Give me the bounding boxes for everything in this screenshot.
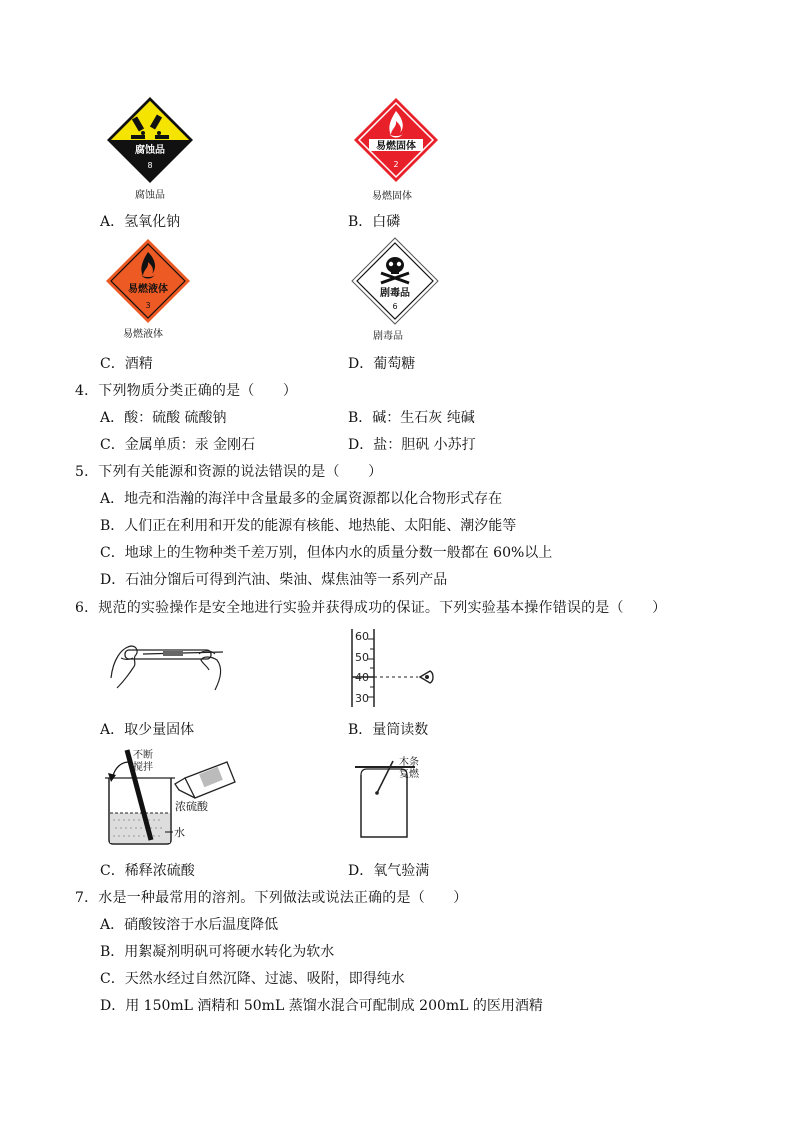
q7-option-b: B．用絮凝剂明矾可将硬水转化为软水: [100, 944, 335, 960]
q4-stem: 4．下列物质分类正确的是（ ）: [75, 383, 298, 399]
flammable-liquid-sign-label: 易燃液体: [128, 284, 168, 295]
toxic-sign-icon: [351, 237, 439, 325]
q6-option-d: D．氧气验满: [348, 863, 430, 879]
q4-option-a: A．酸：硫酸 硫酸钠: [100, 410, 227, 426]
cylinder-reading-illustration-icon: [350, 627, 440, 707]
q5-option-c: C．地球上的生物种类千差万别，但体内水的质量分数一般都在 60%以上: [100, 545, 553, 561]
q6-stem: 6．规范的实验操作是安全地进行实验并获得成功的保证。下列实验基本操作错误的是（ ）: [75, 600, 667, 616]
flammable-liquid-sign-icon: [105, 238, 191, 324]
cylinder-tick-40: 40: [355, 671, 369, 684]
corrosive-sign-icon: [105, 95, 195, 185]
cylinder-tick-60: 60: [355, 630, 369, 643]
dilute-label-stir: 不断: [133, 750, 153, 761]
cylinder-tick-50: 50: [355, 651, 369, 664]
q3-option-b: B．白磷: [348, 214, 401, 230]
toxic-sign-label: 剧毒品: [380, 288, 410, 299]
q7-option-c: C．天然水经过自然沉降、过滤、吸附，即得纯水: [100, 971, 405, 987]
dilute-label-acid: 浓硫酸: [175, 800, 208, 813]
corrosive-sign-label: 腐蚀品: [135, 145, 165, 156]
flammable-solid-sign-number: 2: [393, 160, 399, 169]
q3-option-a: A．氢氧化钠: [100, 214, 181, 230]
flammable-solid-sign-icon: [353, 97, 439, 183]
q7-stem: 7．水是一种最常用的溶剂。下列做法或说法正确的是（ ）: [75, 890, 468, 906]
q4-option-c: C．金属单质：汞 金刚石: [100, 437, 256, 453]
q4-option-b: B．碱：生石灰 纯碱: [348, 410, 475, 426]
corrosive-sign-number: 8: [147, 161, 153, 170]
dilute-label-water: 水: [174, 826, 185, 839]
q6-option-c: C．稀释浓硫酸: [100, 863, 195, 879]
q5-option-d: D．石油分馏后可得到汽油、柴油、煤焦油等一系列产品: [100, 572, 448, 588]
flammable-liquid-sign-number: 3: [145, 301, 151, 310]
toxic-sign-number: 6: [392, 302, 398, 311]
take-solid-illustration-icon: [103, 630, 228, 700]
toxic-caption: 剧毒品: [373, 331, 403, 342]
q5-option-b: B．人们正在利用和开发的能源有核能、地热能、太阳能、潮汐能等: [100, 518, 517, 534]
q3-option-c: C．酒精: [100, 356, 153, 372]
flammable-solid-sign-label: 易燃固体: [376, 141, 416, 152]
q3-option-d: D．葡萄糖: [348, 356, 416, 372]
q7-option-d: D．用 150mL 酒精和 50mL 蒸馏水混合可配制成 200mL 的医用酒精: [100, 998, 543, 1014]
flammable-solid-caption: 易燃固体: [372, 191, 412, 202]
q7-option-a: A．硝酸铵溶于水后温度降低: [100, 917, 279, 933]
oxygen-test-illustration-icon: [355, 755, 445, 845]
q5-stem: 5．下列有关能源和资源的说法错误的是（ ）: [75, 464, 383, 480]
q6-option-b: B．量筒读数: [348, 722, 429, 738]
cylinder-tick-30: 30: [355, 692, 369, 705]
dilute-acid-illustration-icon: [103, 748, 243, 848]
q6-option-a: A．取少量固体: [100, 722, 195, 738]
q4-option-d: D．盐：胆矾 小苏打: [348, 437, 476, 453]
corrosive-caption: 腐蚀品: [135, 190, 165, 201]
flammable-liquid-caption: 易燃液体: [123, 329, 163, 340]
q5-option-a: A．地壳和浩瀚的海洋中含量最多的金属资源都以化合物形式存在: [100, 491, 503, 507]
o2-label-stick: 木条: [399, 757, 419, 768]
o2-label-burn: 复燃: [399, 769, 419, 780]
dilute-label-stir2: 搅拌: [133, 762, 153, 773]
